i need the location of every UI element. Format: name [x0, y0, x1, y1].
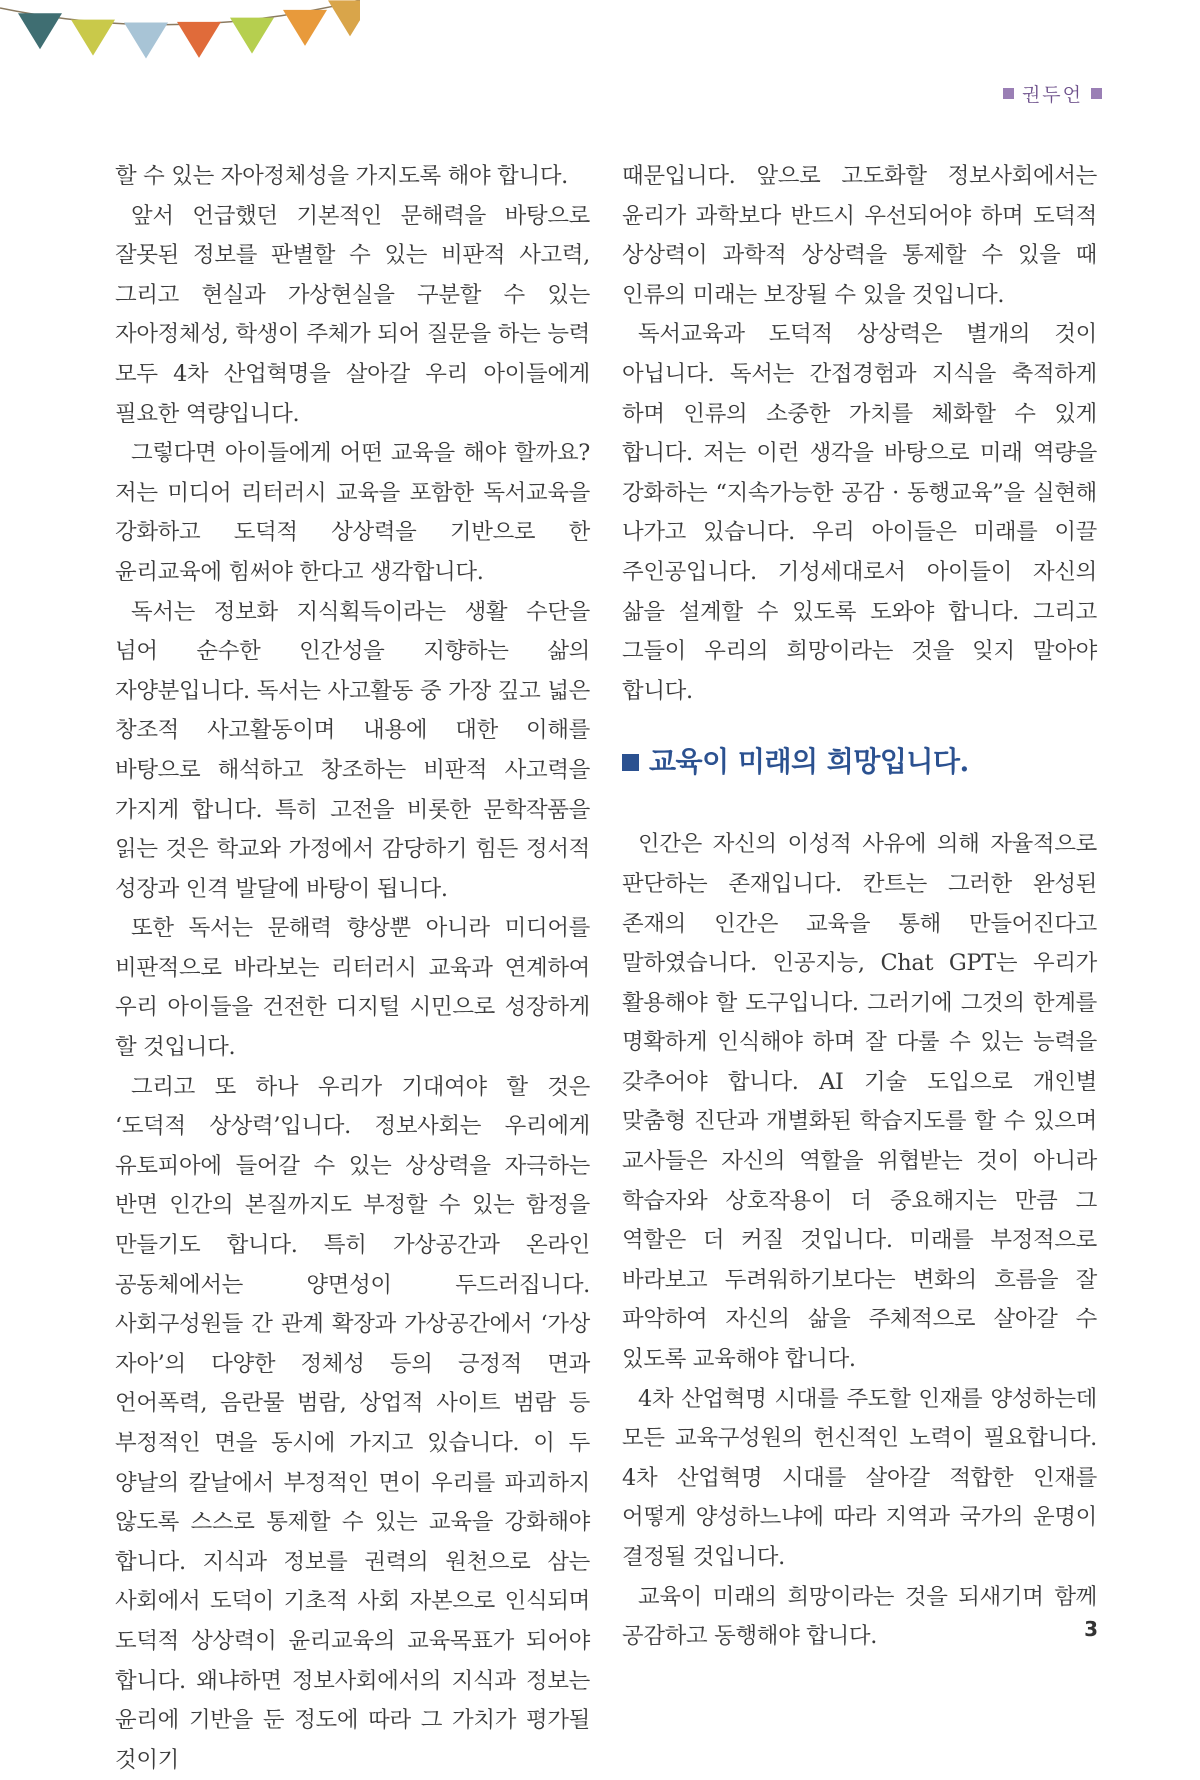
square-bullet-icon	[622, 754, 639, 771]
paragraph: 그리고 또 하나 우리가 기대여야 할 것은 ‘도덕적 상상력’입니다. 정보사회는 우리에게 유토피아에 들어갈 수 있는 상상력을 자극하는 반면 인간의 본질까지도 부정할 수 있는 함정을 만들기도 합니다. 특히 가상공간과 온라인 공동체에서는 양면성이 두드러집니다. 사회구성원들 간 관계 확장과 가상공간에서 ‘가상 자아’의 다양한 정체성 등의 긍정적 면과 언어폭력, 음란물 범람, 상업적 사이트 범람 등 부정적인 면을 동시에 가지고 있습니다. 이 두 양날의 칼날에서 부정적인 면이 우리를 파괴하지 않도록 스스로 통제할 수 있는 교육을 강화해야 합니다. 지식과 정보를 권력의 원천으로 삼는 사회에서 도덕이 기초적 사회 자본으로 인식되며 도덕적 상상력이 윤리교육의 교육목표가 되어야 합니다. 왜냐하면 정보사회에서의 지식과 정보는 윤리에 기반을 둔 정도에 따라 그 가치가 평가될 것이기	[115, 1073, 590, 1773]
bunting-flag	[18, 13, 62, 49]
bunting-flag	[177, 22, 221, 58]
section-heading	[622, 742, 1097, 782]
paragraph: 때문입니다. 앞으로 고도화할 정보사회에서는 윤리가 과학보다 반드시 우선되어야 하며 도덕적 상상력이 과학적 상상력을 통제할 수 있을 때 인류의 미래는 보장될 수 있을 것입니다.	[622, 163, 1097, 308]
paragraph: 앞서 언급했던 기본적인 문해력을 바탕으로 잘못된 정보를 판별할 수 있는 비판적 사고력, 그리고 현실과 가상현실을 구분할 수 있는 자아정체성, 학생이 주체가 되어 질문을 하는 능력 모두 4차 산업혁명을 살아갈 우리 아이들에게 필요한 역량입니다.	[115, 202, 590, 427]
paragraph: 인간은 자신의 이성적 사유에 의해 자율적으로 판단하는 존재입니다. 칸트는 그러한 완성된 존재의 인간은 교육을 통해 만들어진다고 말하였습니다. 인공지능, Chat GPT는 우리가 활용해야 할 도구입니다. 그러기에 그것의 한계를 명확하게 인식해야 하며 잘 다룰 수 있는 능력을 갖추어야 합니다. AI 기술 도입으로 개인별 맞춤형 진단과 개별화된 학습지도를 할 수 있으며 교사들은 자신의 역할을 위협받는 것이 아니라 학습자와 상호작용이 더 중요해지는 만큼 그 역할은 더 커질 것입니다. 미래를 부정적으로 바라보고 두려워하기보다는 변화의 흐름을 잘 파악하여 자신의 삶을 주체적으로 살아갈 수 있도록 교육해야 합니다.	[622, 831, 1097, 1373]
bunting-flag	[124, 23, 168, 59]
bunting-flag	[283, 10, 327, 46]
bunting-flag	[230, 18, 274, 54]
paragraph: 4차 산업혁명 시대를 주도할 인재를 양성하는데 모든 교육구성원의 헌신적인 노력이 필요합니다. 4차 산업혁명 시대를 살아갈 적합한 인재를 어떻게 양성하느냐에 따라 지역과 국가의 운명이 결정될 것입니다.	[622, 1385, 1097, 1570]
author-tag	[1003, 80, 1102, 107]
bunting-decoration	[0, 0, 360, 100]
paragraph: 할 수 있는 자아정체성을 가지도록 해야 합니다.	[115, 163, 568, 189]
left-column	[115, 157, 590, 1780]
paragraph: 또한 독서는 문해력 향상뿐 아니라 미디어를 비판적으로 바라보는 리터러시 교육과 연계하여 우리 아이들을 건전한 디지털 시민으로 성장하게 할 것입니다.	[115, 915, 590, 1061]
paragraph: 그렇다면 아이들에게 어떤 교육을 해야 할까요? 저는 미디어 리터러시 교육을 포함한 독서교육을 강화하고 도덕적 상상력을 기반으로 한 윤리교육에 힘써야 한다고 생각합니다.	[115, 440, 590, 585]
paragraph: 교육이 미래의 희망이라는 것을 되새기며 함께 공감하고 동행해야 합니다.	[622, 1583, 1097, 1650]
paragraph: 독서교육과 도덕적 상상력은 별개의 것이 아닙니다. 독서는 간접경험과 지식을 축적하게 하며 인류의 소중한 가치를 체화할 수 있게 합니다. 저는 이런 생각을 바탕으로 미래 역량을 강화하는 “지속가능한 공감 · 동행교육”을 실현해 나가고 있습니다. 우리 아이들은 미래를 이끌 주인공입니다. 기성세대로서 아이들이 자신의 삶을 설계할 수 있도록 도와야 합니다. 그리고 그들이 우리의 희망이라는 것을 잊지 말아야 합니다.	[622, 321, 1097, 704]
right-column	[622, 157, 1097, 1657]
paragraph: 독서는 정보화 지식획득이라는 생활 수단을 넘어 순수한 인간성을 지향하는 삶의 자양분입니다. 독서는 사고활동 중 가장 깊고 넓은 창조적 사고활동이며 내용에 대한 이해를 바탕으로 해석하고 창조하는 비판적 사고력을 가지게 합니다. 특히 고전을 비롯한 문학작품을 읽는 것은 학교와 가정에서 감당하기 힘든 정서적 성장과 인격 발달에 바탕이 됩니다.	[115, 598, 590, 902]
author-name: 권두언	[1021, 84, 1083, 106]
bunting-flag	[71, 20, 115, 56]
square-bullet-icon	[1003, 88, 1014, 99]
bunting-flag	[328, 0, 360, 36]
square-bullet-icon	[1091, 88, 1102, 99]
section-heading-text: 교육이 미래의 희망입니다.	[649, 745, 969, 779]
page-number: 3	[1084, 1617, 1098, 1641]
